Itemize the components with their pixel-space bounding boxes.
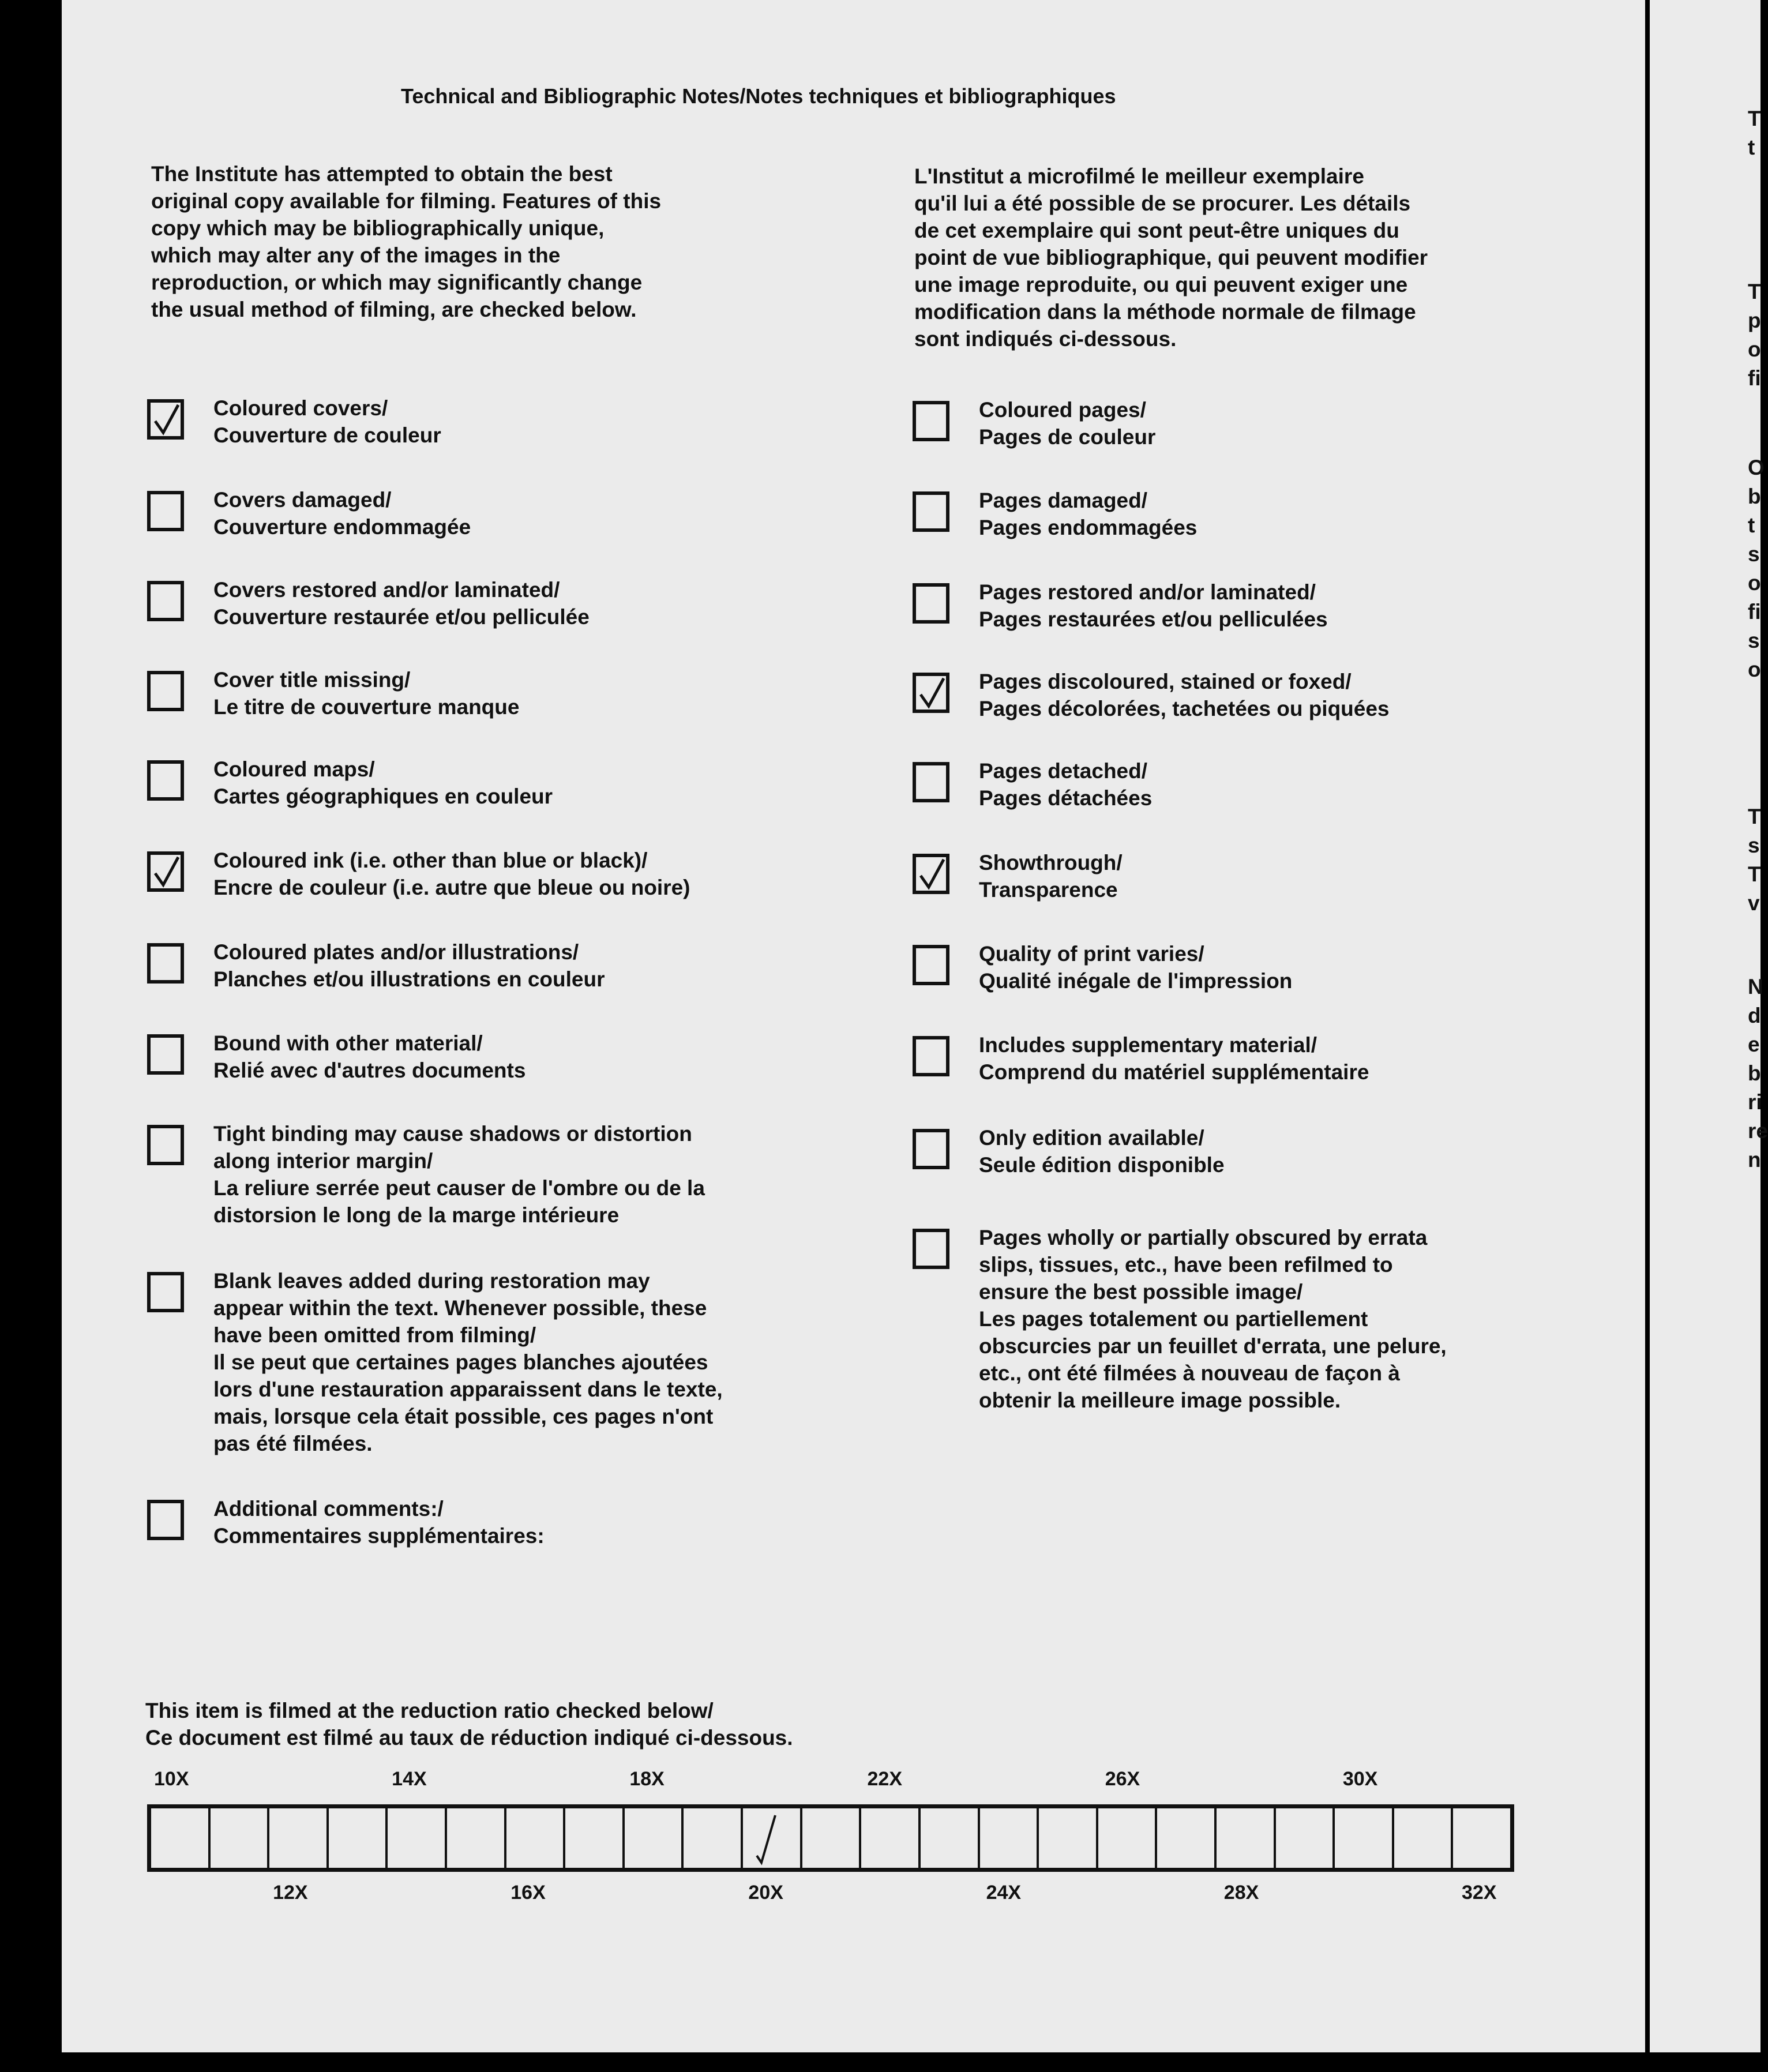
right-list-item-label: Pages discoloured, stained or foxed/ Pages décolorées, tachetées ou piquées bbox=[979, 670, 1390, 720]
ratio-cell[interactable] bbox=[388, 1808, 447, 1868]
left-list-item-label: Blank leaves added during restoration may appear within the text. Whenever possible, these have been omitted from filming/ Il se peut que certaines pages blanches ajoutées lors d'une restauration apparaissent dans le texte, mais, lorsque cela était possible, ces pages n'ont pas été filmées. bbox=[213, 1269, 723, 1455]
left-list-item-label: Coloured maps/ Cartes géographiques en couleur bbox=[213, 757, 553, 808]
fragment-letter: o bbox=[1748, 337, 1761, 361]
fragment-letter: d bbox=[1748, 1004, 1761, 1027]
ratio-label: 10X bbox=[154, 1768, 189, 1790]
ratio-label: 26X bbox=[1105, 1768, 1140, 1790]
check-mark-icon bbox=[152, 856, 179, 888]
ratio-label: 20X bbox=[748, 1882, 783, 1904]
left-list-checkbox[interactable] bbox=[147, 851, 184, 892]
fragment-letter: n bbox=[1748, 1148, 1761, 1172]
right-list-item-label: Pages detached/ Pages détachées bbox=[979, 759, 1153, 810]
fragment-letter: o bbox=[1748, 571, 1761, 595]
ratio-cell[interactable] bbox=[211, 1808, 270, 1868]
left-list-checkbox[interactable] bbox=[147, 399, 184, 440]
ratio-cell[interactable] bbox=[1453, 1808, 1510, 1868]
left-list-item-label: Coloured ink (i.e. other than blue or black)/ Encre de couleur (i.e. autre que bleue ou noire) bbox=[213, 849, 690, 899]
notes-page bbox=[62, 0, 1645, 2052]
fragment-letter: s bbox=[1748, 834, 1760, 857]
left-list-checkbox[interactable] bbox=[147, 581, 184, 621]
right-list-item-label: Coloured pages/ Pages de couleur bbox=[979, 398, 1156, 449]
fragment-letter: t bbox=[1748, 136, 1755, 159]
right-list-checkbox[interactable] bbox=[913, 401, 949, 441]
film-border bbox=[0, 2052, 1761, 2072]
ratio-cell[interactable] bbox=[625, 1808, 684, 1868]
right-list-item-label: Quality of print varies/ Qualité inégale de l'impression bbox=[979, 942, 1293, 993]
ratio-cell[interactable] bbox=[980, 1808, 1039, 1868]
reduction-ratio-intro: This item is filmed at the reduction ratio checked below/ Ce document est filmé au taux de réduction indiqué ci-dessous. bbox=[145, 1699, 793, 1750]
fragment-letter: s bbox=[1748, 542, 1760, 566]
ratio-label: 24X bbox=[986, 1882, 1022, 1904]
check-mark-icon bbox=[751, 1810, 786, 1867]
intro-english: The Institute has attempted to obtain the best original copy available for filming. Features of this copy which may be bibliographically unique, which may alter any of the images in the reproduction, or which may significantly change the usual method of filming, are checked below. bbox=[151, 162, 662, 321]
fragment-letter: T bbox=[1748, 805, 1761, 828]
ratio-cell[interactable] bbox=[1217, 1808, 1276, 1868]
left-list-checkbox[interactable] bbox=[147, 1500, 184, 1540]
fragment-letter: v bbox=[1748, 891, 1760, 915]
fragment-letter: b bbox=[1748, 1061, 1761, 1085]
fragment-letter: fi bbox=[1748, 366, 1761, 390]
ratio-cell[interactable] bbox=[151, 1808, 211, 1868]
fragment-letter: O bbox=[1748, 456, 1765, 479]
check-mark-icon bbox=[917, 677, 945, 710]
ratio-label: 28X bbox=[1223, 1882, 1259, 1904]
fragment-letter: ri bbox=[1748, 1090, 1762, 1114]
right-list-checkbox[interactable] bbox=[913, 673, 949, 713]
ratio-cell[interactable] bbox=[921, 1808, 980, 1868]
ratio-cell[interactable] bbox=[684, 1808, 743, 1868]
fragment-letter: b bbox=[1748, 485, 1761, 508]
left-list-checkbox[interactable] bbox=[147, 1034, 184, 1075]
left-list-checkbox[interactable] bbox=[147, 760, 184, 801]
ratio-cell[interactable] bbox=[329, 1808, 388, 1868]
fragment-letter: p bbox=[1748, 309, 1761, 332]
check-mark-icon bbox=[152, 404, 179, 436]
ratio-label: 16X bbox=[510, 1882, 546, 1904]
left-list-item-label: Tight binding may cause shadows or distortion along interior margin/ La reliure serrée peut causer de l'ombre ou de la distorsion le long de la marge intérieure bbox=[213, 1122, 705, 1227]
left-list-item-label: Additional comments:/ Commentaires supplémentaires: bbox=[213, 1497, 545, 1548]
fragment-letter: s bbox=[1748, 629, 1760, 652]
right-list-checkbox[interactable] bbox=[913, 1129, 949, 1169]
ratio-label: 12X bbox=[273, 1882, 308, 1904]
fragment-letter: T bbox=[1748, 280, 1761, 303]
right-list-checkbox[interactable] bbox=[913, 583, 949, 624]
ratio-cell[interactable] bbox=[802, 1808, 862, 1868]
fragment-letter: e bbox=[1748, 1033, 1760, 1056]
ratio-label: 22X bbox=[867, 1768, 903, 1790]
left-list-item-label: Covers damaged/ Couverture endommagée bbox=[213, 488, 471, 539]
right-list-checkbox[interactable] bbox=[913, 1036, 949, 1076]
left-list-item-label: Covers restored and/or laminated/ Couverture restaurée et/ou pelliculée bbox=[213, 578, 590, 629]
left-list-item-label: Bound with other material/ Relié avec d'autres documents bbox=[213, 1031, 526, 1082]
ratio-label: 18X bbox=[629, 1768, 665, 1790]
left-list-checkbox[interactable] bbox=[147, 491, 184, 531]
right-list-item-label: Showthrough/ Transparence bbox=[979, 851, 1123, 902]
fragment-letter: o bbox=[1748, 658, 1761, 681]
check-mark-icon bbox=[917, 858, 945, 891]
fragment-letter: t bbox=[1748, 513, 1755, 537]
left-list-checkbox[interactable] bbox=[147, 1272, 184, 1312]
ratio-label: 32X bbox=[1461, 1882, 1497, 1904]
fragment-letter: T bbox=[1748, 862, 1761, 886]
ratio-cell[interactable] bbox=[269, 1808, 329, 1868]
right-list-item-label: Pages damaged/ Pages endommagées bbox=[979, 489, 1198, 539]
ratio-cell[interactable] bbox=[1098, 1808, 1158, 1868]
ratio-label: 14X bbox=[392, 1768, 427, 1790]
right-list-checkbox[interactable] bbox=[913, 491, 949, 532]
page-title: Technical and Bibliographic Notes/Notes techniques et bibliographiques bbox=[401, 84, 1116, 108]
ratio-cell[interactable] bbox=[1039, 1808, 1098, 1868]
left-list-checkbox[interactable] bbox=[147, 1125, 184, 1165]
ratio-cell[interactable] bbox=[861, 1808, 921, 1868]
ratio-cell[interactable] bbox=[565, 1808, 625, 1868]
right-list-item-label: Includes supplementary material/ Comprend du matériel supplémentaire bbox=[979, 1033, 1369, 1084]
right-list-item-label: Pages wholly or partially obscured by errata slips, tissues, etc., have been refilmed to ensure the best possible image/ Les pages totalement ou partiellement obscurcies par un feuillet d'errata, une pelure, etc., ont été filmées à nouveau de façon à obtenir la meilleure image possible. bbox=[979, 1226, 1447, 1412]
fragment-letter: fi bbox=[1748, 600, 1761, 624]
left-list-checkbox[interactable] bbox=[147, 671, 184, 711]
left-list-item-label: Coloured covers/ Couverture de couleur bbox=[213, 396, 441, 447]
left-list-item-label: Cover title missing/ Le titre de couverture manque bbox=[213, 668, 520, 719]
right-list-item-label: Pages restored and/or laminated/ Pages restaurées et/ou pelliculées bbox=[979, 580, 1328, 631]
left-list-item-label: Coloured plates and/or illustrations/ Planches et/ou illustrations en couleur bbox=[213, 940, 605, 991]
right-list-checkbox[interactable] bbox=[913, 854, 949, 894]
fragment-letter: re bbox=[1748, 1119, 1768, 1143]
ratio-cell[interactable] bbox=[743, 1808, 802, 1868]
ratio-label: 30X bbox=[1342, 1768, 1378, 1790]
reduction-ratio-scale[interactable] bbox=[147, 1804, 1514, 1872]
right-list-item-label: Only edition available/ Seule édition disponible bbox=[979, 1126, 1225, 1177]
ratio-cell[interactable] bbox=[1394, 1808, 1454, 1868]
ratio-cell[interactable] bbox=[1335, 1808, 1394, 1868]
fragment-letter: N bbox=[1748, 975, 1763, 999]
fragment-letter: T bbox=[1748, 107, 1761, 130]
ratio-cell[interactable] bbox=[1157, 1808, 1217, 1868]
right-list-checkbox[interactable] bbox=[913, 1229, 949, 1269]
adjacent-page-fragment bbox=[1650, 0, 1768, 2052]
ratio-cell[interactable] bbox=[1276, 1808, 1335, 1868]
left-list-checkbox[interactable] bbox=[147, 943, 184, 984]
ratio-cell[interactable] bbox=[447, 1808, 506, 1868]
right-list-checkbox[interactable] bbox=[913, 762, 949, 802]
ratio-cell[interactable] bbox=[506, 1808, 566, 1868]
intro-french: L'Institut a microfilmé le meilleur exemplaire qu'il lui a été possible de se procurer. Les détails de cet exemplaire qui sont peut-être uniques du point de vue bibliographique, qui peuvent modifier une image reproduite, ou qui peuvent exiger une modification dans la méthode normale de filmage sont indiqués ci-dessous. bbox=[914, 164, 1428, 351]
right-list-checkbox[interactable] bbox=[913, 945, 949, 985]
